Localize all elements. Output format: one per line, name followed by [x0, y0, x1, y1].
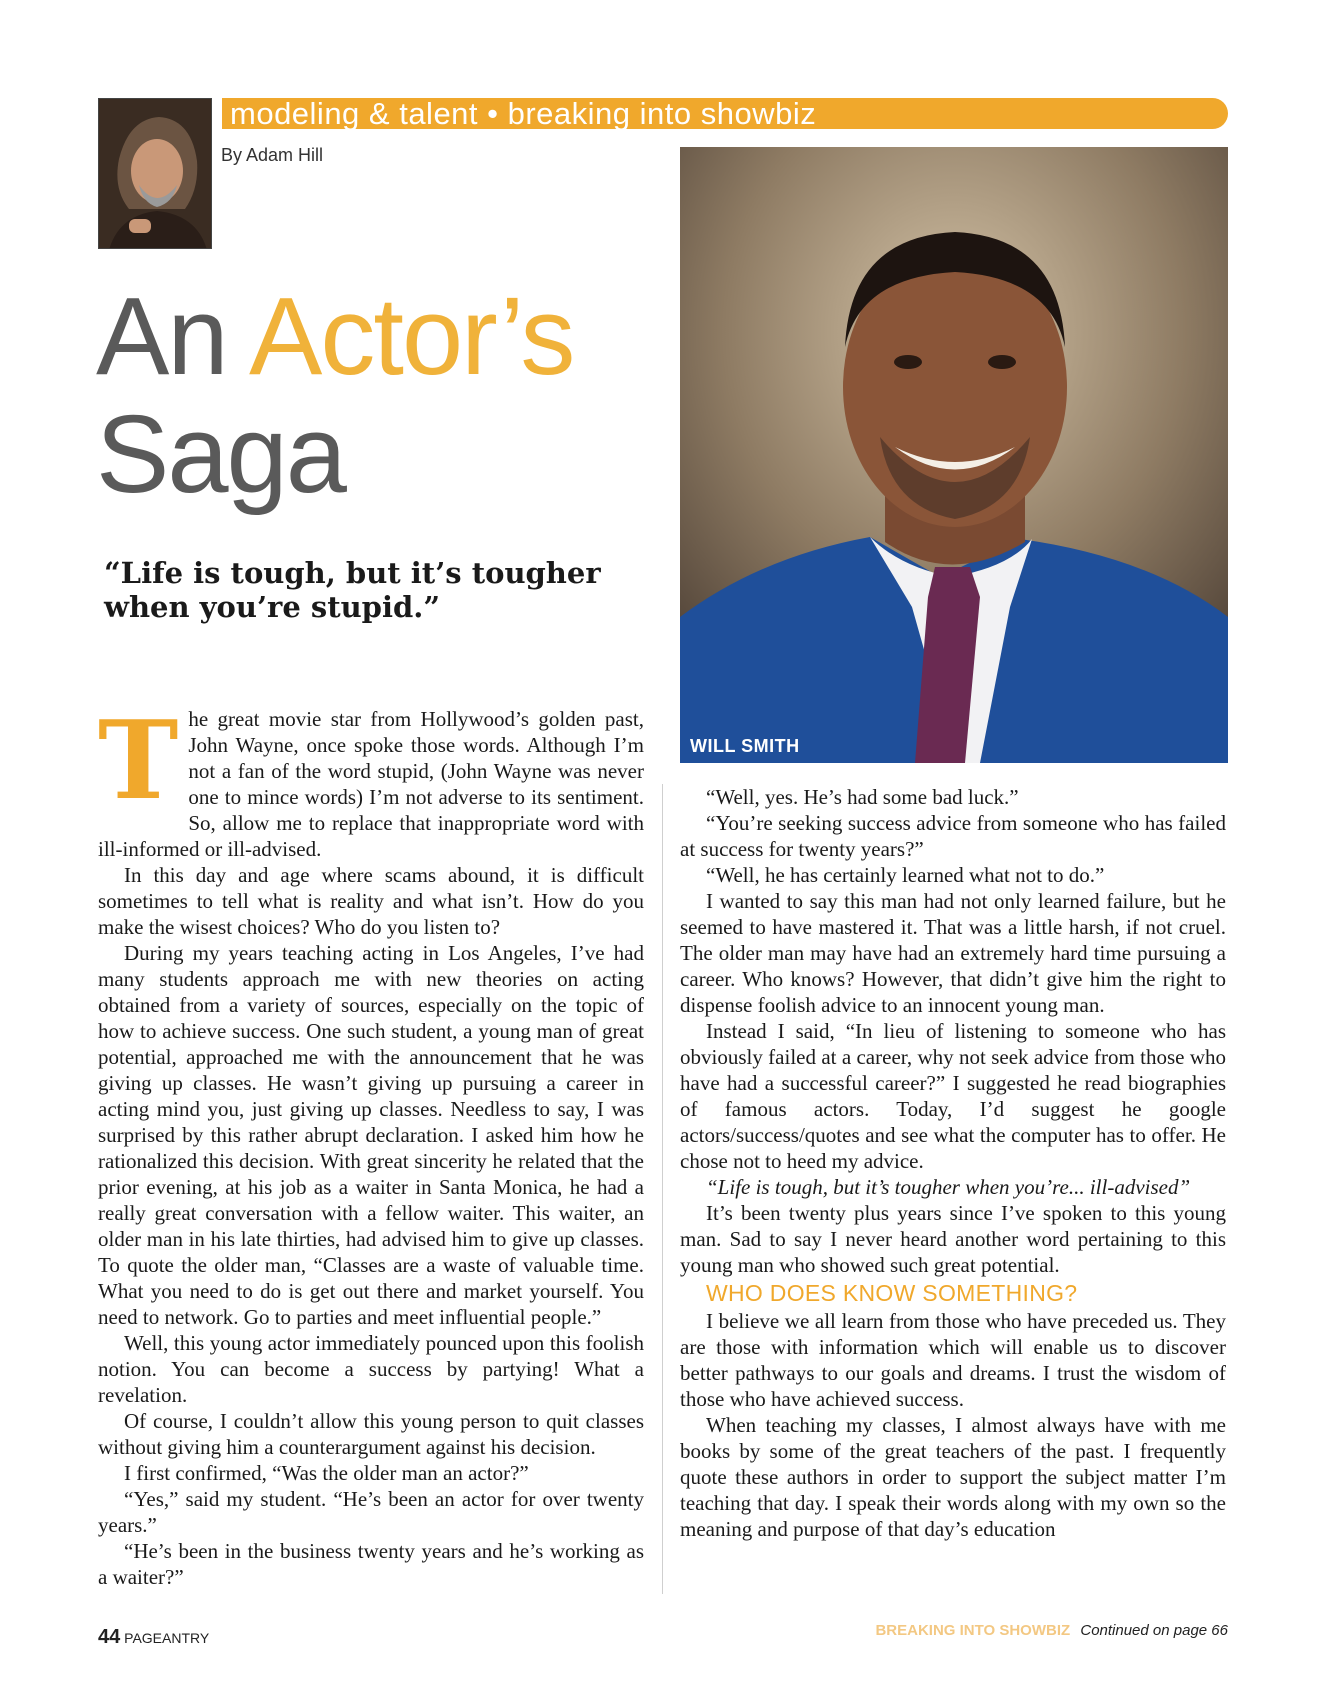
- page-number: 44: [98, 1626, 121, 1648]
- section-subhead: WHO DOES KNOW SOMETHING?: [706, 1280, 1078, 1306]
- paragraph: When teaching my classes, I almost always have with me books by some of the great teachers of the past. I frequently quote these authors in order to support the subject matter I’m teaching that day. I speak their words along with my own so the meaning and purpose of that day’s education: [680, 1413, 1226, 1541]
- article-column-left: [98, 698, 644, 1590]
- paragraph: During my years teaching acting in Los Angeles, I’ve had many students approach me with new theories on acting obtained from a variety of sources, especially on the topic of how to achieve success. One such student, a young man of great potential, approached me with the announcement that he was giving up classes. He wasn’t giving up pursuing a career in acting mind you, just giving up classes. Needless to say, I was surprised by this rather abrupt declaration. I asked him how he rationalized this decision. With great sincerity he related that the prior evening, at his job as a waiter in Santa Monica, he had a really great conversation with a fellow waiter. This waiter, an older man in his late thirties, had advised him to give up classes. To quote the older man, “Classes are a waste of valuable time. What you need to do is get out there and market yourself. You need to network. Go to parties and meet influential people.”: [98, 941, 644, 1329]
- paragraph: “He’s been in the business twenty years and he’s working as a waiter?”: [98, 1539, 644, 1589]
- drop-cap: T: [98, 698, 179, 824]
- pull-quote: “Life is tough, but it’s tougher when you’re stupid.”: [104, 556, 601, 624]
- article-column-right: [680, 784, 1226, 1542]
- paragraph: “You’re seeking success advice from someone who has failed at success for twenty years?”: [680, 811, 1226, 861]
- paragraph: It’s been twenty plus years since I’ve spoken to this young man. Sad to say I never heard another word pertaining to this young man who showed such great potential.: [680, 1201, 1226, 1277]
- feature-photo: [680, 147, 1228, 763]
- headline: [96, 275, 574, 516]
- category-banner: modeling & talent • breaking into showbiz: [222, 98, 1228, 129]
- footer-section-name: BREAKING INTO SHOWBIZ: [875, 1622, 1071, 1639]
- headline-part-1: An: [96, 275, 250, 398]
- byline: By Adam Hill: [221, 145, 324, 165]
- column-divider: [662, 784, 663, 1594]
- headline-part-3: Saga: [96, 393, 345, 516]
- paragraph: Of course, I couldn’t allow this young person to quit classes without giving him a counterargument against his decision.: [98, 1409, 644, 1459]
- paragraph: In this day and age where scams abound, it is difficult sometimes to tell what is reality and what isn’t. How do you make the wisest choices? Who do you listen to?: [98, 863, 644, 939]
- paragraph: “Well, yes. He’s had some bad luck.”: [706, 785, 1019, 809]
- page-footer-left: [98, 1626, 209, 1649]
- paragraph: I first confirmed, “Was the older man an actor?”: [124, 1461, 529, 1485]
- paragraph: Well, this young actor immediately pounced upon this foolish notion. You can become a success by partying! What a revelation.: [98, 1331, 644, 1407]
- italic-quote: “Life is tough, but it’s tougher when you’re... ill-advised”: [706, 1175, 1191, 1199]
- paragraph: he great movie star from Hollywood’s golden past, John Wayne, once spoke those words. Although I’m not a fan of the word stupid, (John Wayne was never one to mince words) I’m not adverse to its sentiment. So, allow me to replace that inappropriate word with ill-informed or ill-advised.: [98, 707, 644, 861]
- continued-note: Continued on page 66: [1080, 1622, 1228, 1639]
- paragraph: “Yes,” said my student. “He’s been an actor for over twenty years.”: [98, 1487, 644, 1537]
- paragraph: Instead I said, “In lieu of listening to someone who has obviously failed at a career, why not seek advice from those who have had a successful career?” I suggested he read biographies of famous actors. Today, I’d suggest he google actors/success/quotes and see what the computer has to offer. He chose not to heed my advice.: [680, 1019, 1226, 1173]
- author-portrait-illustration: [99, 99, 212, 249]
- author-photo: [98, 98, 212, 249]
- publication-name: PAGEANTRY: [124, 1630, 210, 1646]
- paragraph: I believe we all learn from those who have preceded us. They are those with information which will enable us to discover better pathways to our goals and dreams. I trust the wisdom of those who have achieved success.: [680, 1309, 1226, 1411]
- page-footer-right: [875, 1622, 1228, 1639]
- portrait-illustration: [680, 147, 1228, 763]
- photo-caption: WILL SMITH: [690, 736, 800, 756]
- paragraph: “Well, he has certainly learned what not to do.”: [706, 863, 1105, 887]
- paragraph: I wanted to say this man had not only learned failure, but he seemed to have mastered it. That was a little harsh, if not cruel. The older man may have had an extremely hard time pursuing a career. Who knows? However, that didn’t give him the right to dispense foolish advice to an innocent young man.: [680, 889, 1226, 1017]
- headline-accent: Actor’s: [249, 275, 574, 398]
